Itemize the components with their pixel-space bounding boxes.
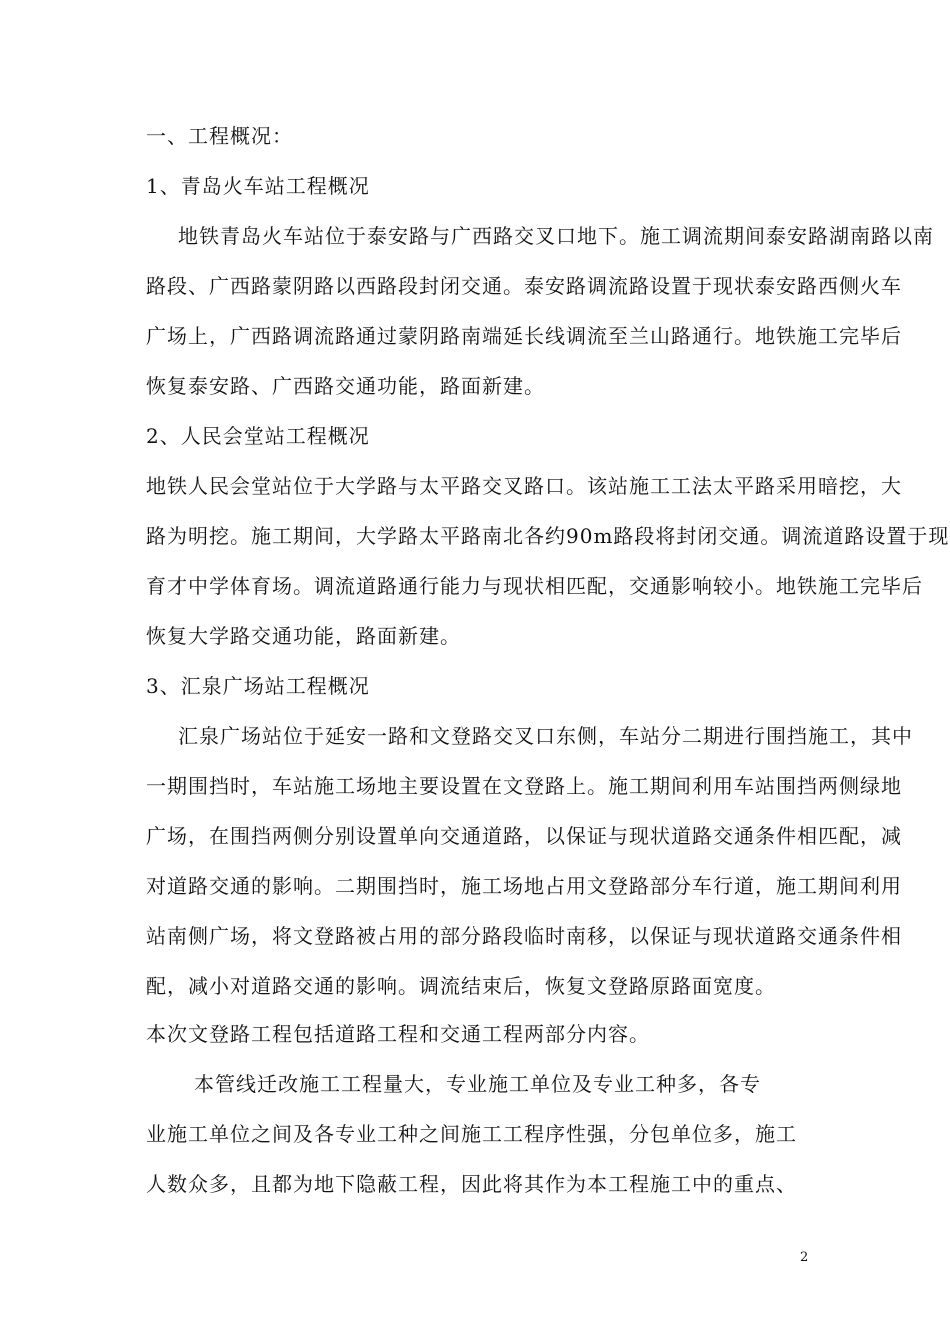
paragraph-line: 汇泉广场站位于延安一路和文登路交叉口东侧，车站分二期进行围挡施工，其中 [178,724,913,748]
section-heading: 一、工程概况： [146,124,293,148]
paragraph-line: 本次文登路工程包括道路工程和交通工程两部分内容。 [146,1022,650,1046]
paragraph-line: 人数众多，且都为地下隐蔽工程，因此将其作为本工程施工中的重点、 [146,1172,797,1196]
paragraph-line: 一期围挡时，车站施工场地主要设置在文登路上。施工期间利用车站围挡两侧绿地 [146,774,902,798]
paragraph-line: 对道路交通的影响。二期围挡时，施工场地占用文登路部分车行道，施工期间利用 [146,874,902,898]
paragraph-line: 路段、广西路蒙阴路以西路段封闭交通。泰安路调流路设置于现状泰安路西侧火车 [146,274,902,298]
paragraph-line: 广场，在围挡两侧分别设置单向交通道路，以保证与现状道路交通条件相匹配，减 [146,824,902,848]
subsection-heading: 3、汇泉广场站工程概况 [146,674,370,698]
paragraph-line: 广场上，广西路调流路通过蒙阴路南端延长线调流至兰山路通行。地铁施工完毕后 [146,324,902,348]
paragraph-line: 地铁人民会堂站位于大学路与太平路交叉路口。该站施工工法太平路采用暗挖，大 [146,474,902,498]
paragraph-line: 本管线迁改施工工程量大，专业施工单位及专业工种多，各专 [194,1072,761,1096]
subsection-heading: 1、青岛火车站工程概况 [146,174,370,198]
subsection-heading: 2、人民会堂站工程概况 [146,424,370,448]
paragraph-line: 恢复大学路交通功能，路面新建。 [146,624,461,648]
paragraph-line: 育才中学体育场。调流道路通行能力与现状相匹配，交通影响较小。地铁施工完毕后 [146,574,923,598]
page-number: 2 [800,1250,809,1265]
paragraph-line: 路为明挖。施工期间，大学路太平路南北各约90m路段将封闭交通。调流道路设置于现 [146,524,950,548]
paragraph-line: 站南侧广场，将文登路被占用的部分路段临时南移，以保证与现状道路交通条件相 [146,924,902,948]
paragraph-line: 业施工单位之间及各专业工种之间施工工程序性强，分包单位多，施工 [146,1122,797,1146]
paragraph-line: 配，减小对道路交通的影响。调流结束后，恢复文登路原路面宽度。 [146,974,776,998]
paragraph-line: 地铁青岛火车站位于泰安路与广西路交叉口地下。施工调流期间泰安路湖南路以南 [178,224,934,248]
paragraph-line: 恢复泰安路、广西路交通功能，路面新建。 [146,374,545,398]
